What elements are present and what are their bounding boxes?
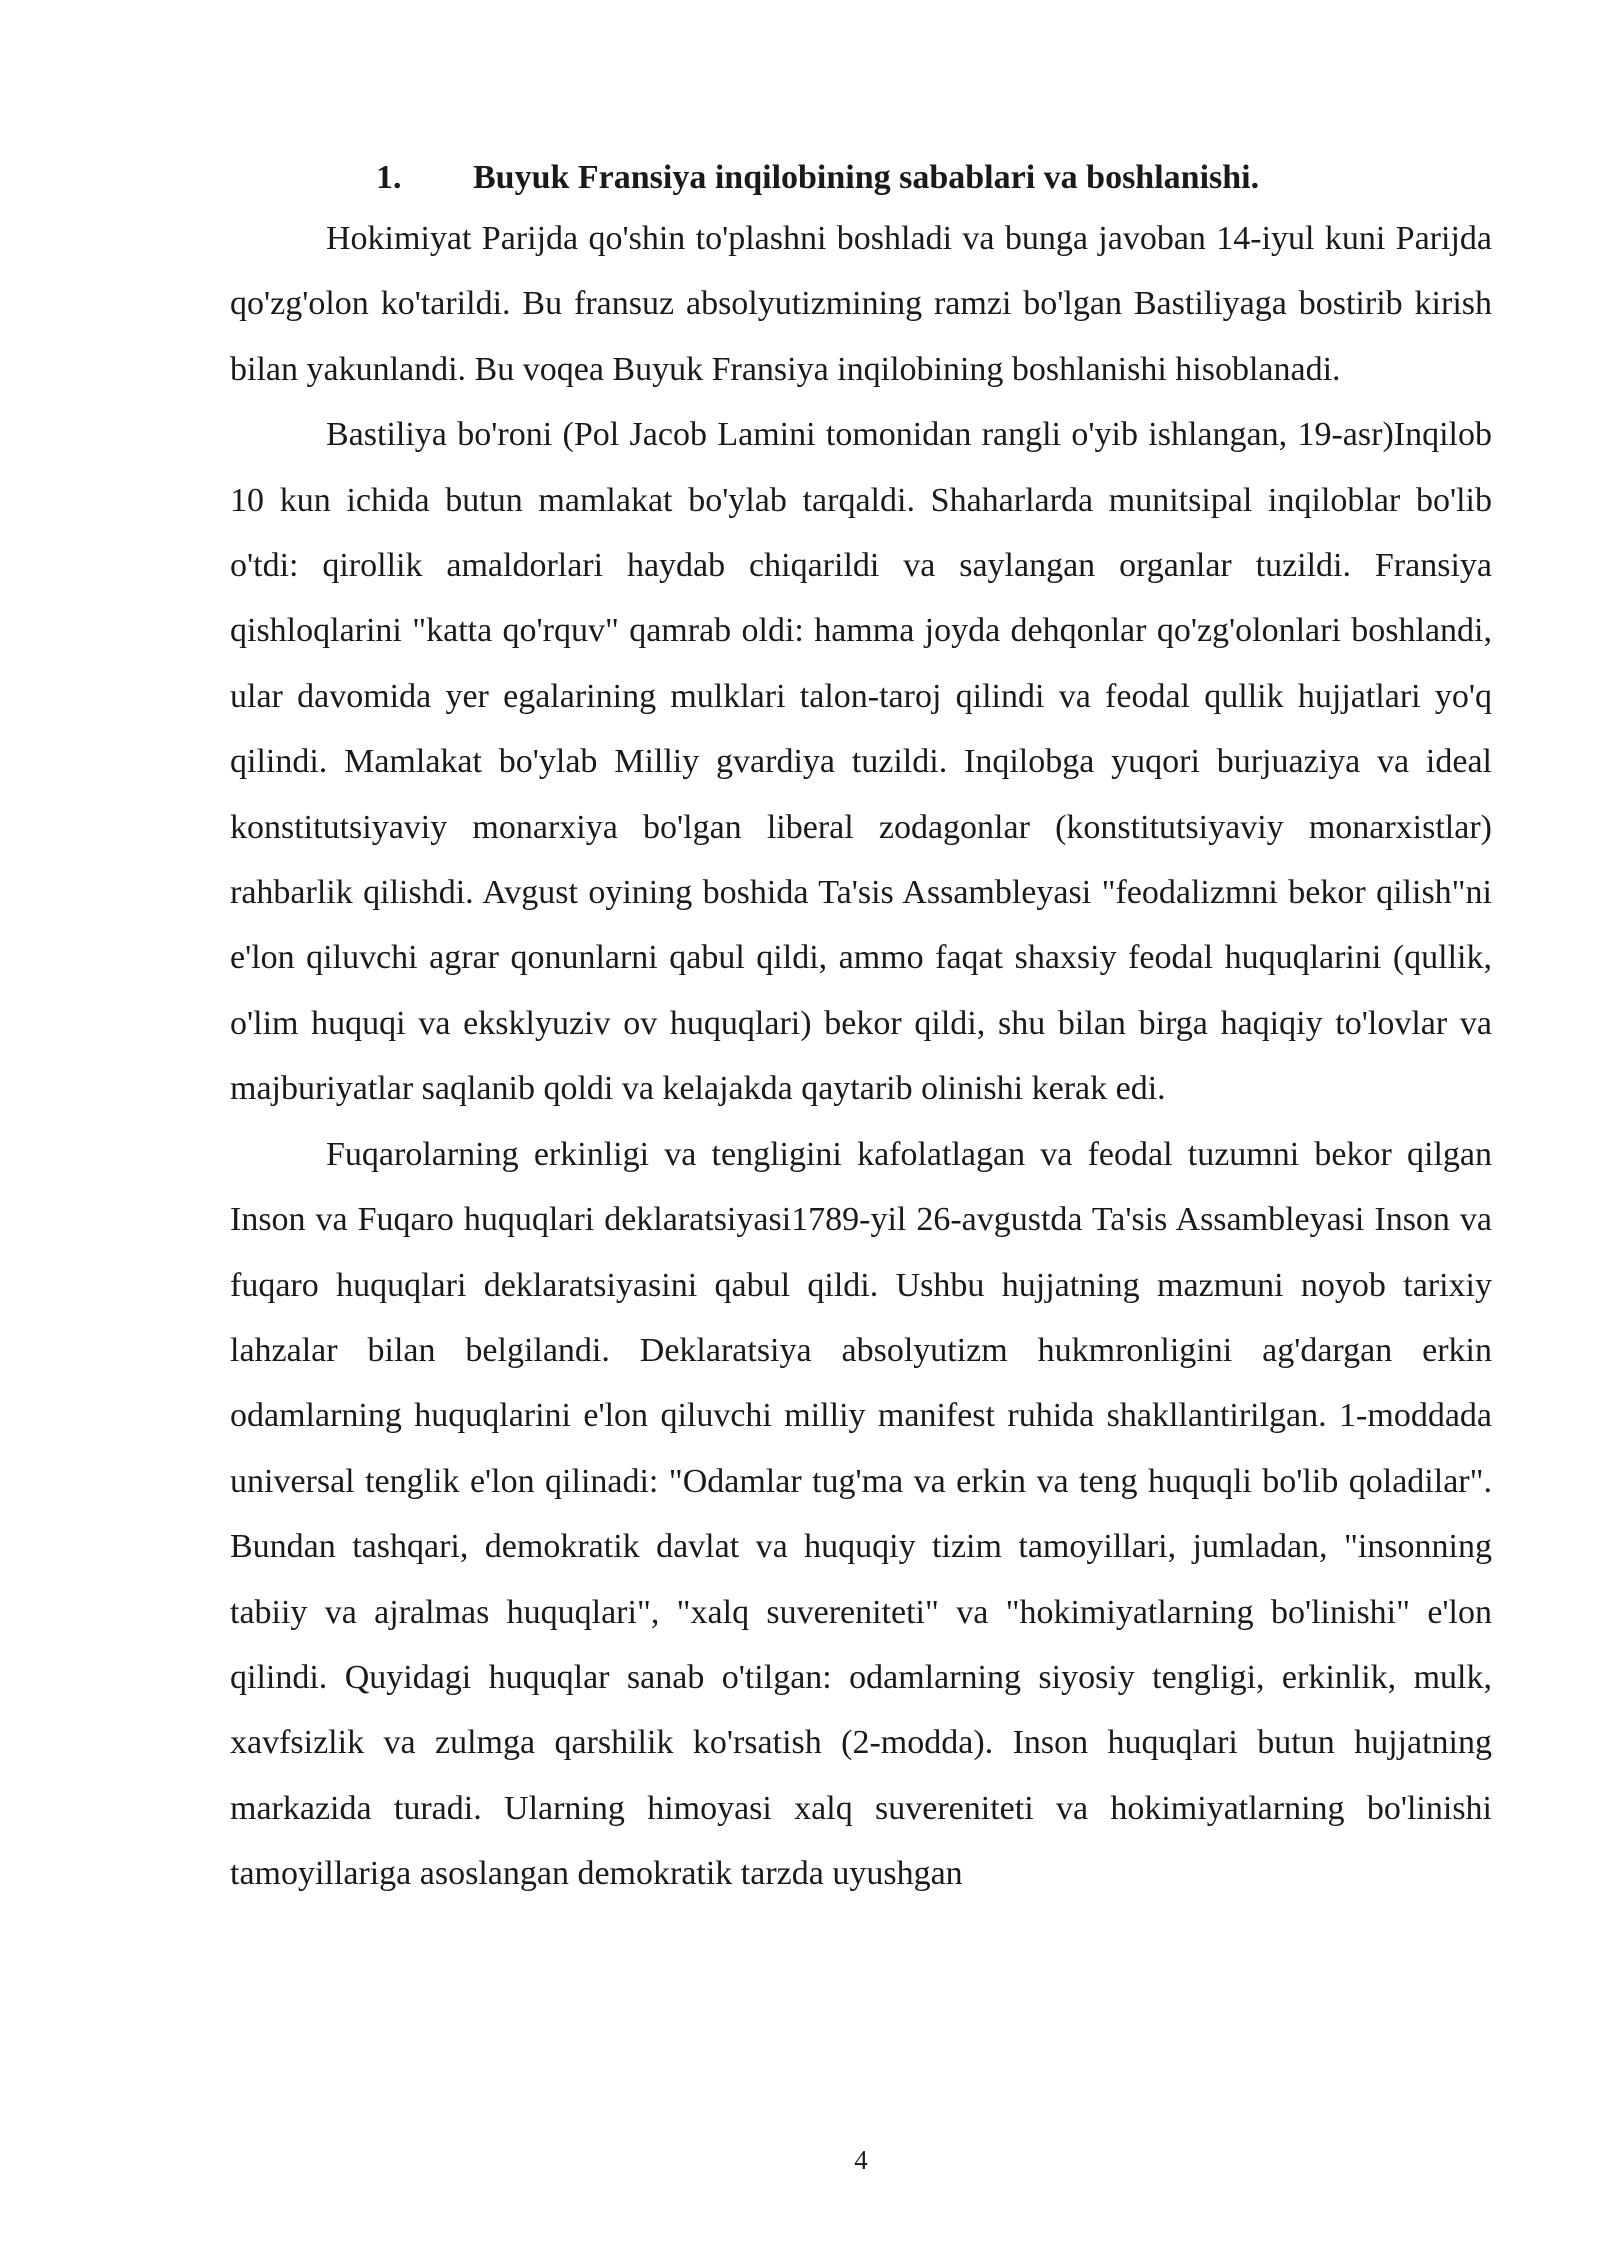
page-number: 4: [854, 2145, 868, 2175]
section-heading: [230, 150, 1492, 206]
paragraph-2: Bastiliya bo'roni (Pol Jacob Lamini tomonidan rangli o'yib ishlangan, 19-asr)Inqilob 10 kun ichida butun mamlakat bo'ylab tarqaldi. Shaharlarda munitsipal inqiloblar bo'lib o'tdi: qirollik amaldorlari haydab chiqarildi va saylangan organlar tuzildi. Fransiya qishloqlarini "katta qo'rquv" qamrab oldi: hamma joyda dehqonlar qo'zg'olonlari boshlandi, ular davomida yer egalarining mulklari talon-taroj qilindi va feodal qullik hujjatlari yo'q qilindi. Mamlakat bo'ylab Milliy gvardiya tuzildi. Inqilobga yuqori burjuaziya va ideal konstitutsiyaviy monarxiya bo'lgan liberal zodagonlar (konstitutsiyaviy monarxistlar) rahbarlik qilishdi. Avgust oyining boshida Ta'sis Assambleyasi "feodalizmni bekor qilish"ni e'lon qiluvchi agrar qonunlarni qabul qildi, ammo faqat shaxsiy feodal huquqlarini (qullik, o'lim huquqi va eksklyuziv ov huquqlari) bekor qildi, shu bilan birga haqiqiy to'lovlar va majburiyatlar saqlanib qoldi va kelajakda qaytarib olinishi kerak edi.: [230, 416, 1492, 1108]
section-title: Buyuk Fransiya inqilobining sabablari va boshlanishi.: [473, 159, 1260, 196]
paragraph-3: Fuqarolarning erkinligi va tengligini kafolatlagan va feodal tuzumni bekor qilgan Inson va Fuqaro huquqlari deklaratsiyasi1789-yil 26-avgustda Ta'sis Assambleyasi Inson va fuqaro huquqlari deklaratsiyasini qabul qildi. Ushbu hujjatning mazmuni noyob tarixiy lahzalar bilan belgilandi. Deklaratsiya absolyutizm hukmronligini ag'dargan erkin odamlarning huquqlarini e'lon qiluvchi milliy manifest ruhida shakllantirilgan. 1-moddada universal tenglik e'lon qilinadi: "Odamlar tug'ma va erkin va teng huquqli bo'lib qoladilar". Bundan tashqari, demokratik davlat va huquqiy tizim tamoyillari, jumladan, "insonning tabiiy va ajralmas huquqlari", "xalq suvereniteti" va "hokimiyatlarning bo'linishi" e'lon qilindi. Quyidagi huquqlar sanab o'tilgan: odamlarning siyosiy tengligi, erkinlik, mulk, xavfsizlik va zulmga qarshilik ko'rsatish (2-modda). Inson huquqlari butun hujjatning markazida turadi. Ularning himoyasi xalq suvereniteti va hokimiyatlarning bo'linishi tamoyillariga asoslangan demokratik tarzda uyushgan: [230, 1135, 1492, 1893]
document-page: [230, 150, 1492, 1907]
section-number: 1.: [376, 159, 402, 196]
paragraph-1: Hokimiyat Parijda qo'shin to'plashni boshladi va bunga javoban 14-iyul kuni Parijda qo'zg'olon ko'tarildi. Bu fransuz absolyutizmining ramzi bo'lgan Bastiliyaga bostirib kirish bilan yakunlandi. Bu voqea Buyuk Fransiya inqilobining boshlanishi hisoblanadi.: [230, 220, 1492, 388]
